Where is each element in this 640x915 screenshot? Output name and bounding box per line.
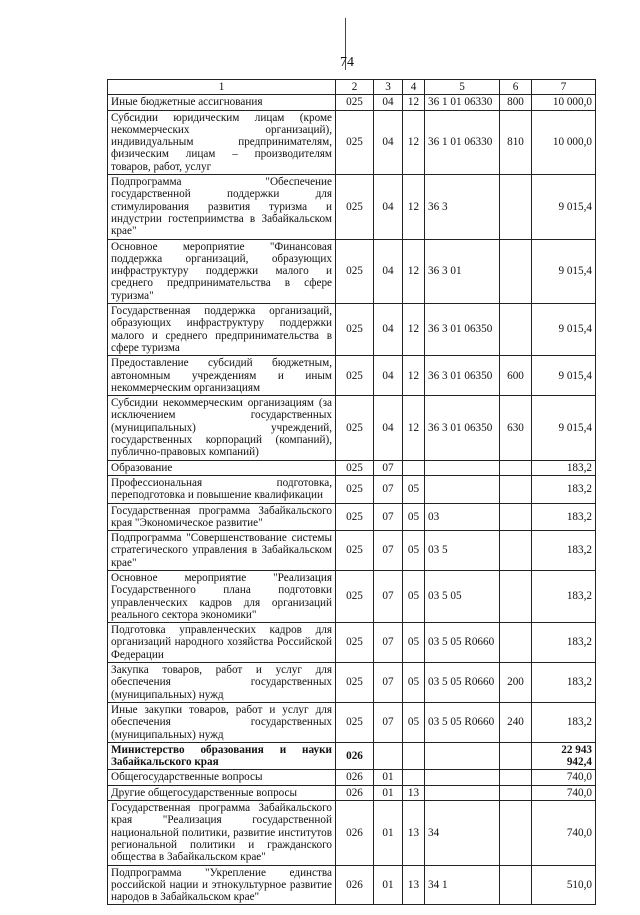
subsection-cell: 05	[403, 531, 425, 571]
section-cell: 07	[374, 460, 403, 475]
expense-type-cell	[500, 785, 532, 800]
amount-cell: 183,2	[532, 503, 596, 531]
row-name-cell: Министерство образования и науки Забайкальского края	[108, 742, 336, 770]
amount-cell: 183,2	[532, 475, 596, 503]
subsection-cell: 12	[403, 175, 425, 239]
expense-type-cell: 800	[500, 95, 532, 110]
section-cell: 07	[374, 570, 403, 622]
section-cell: 04	[374, 356, 403, 396]
target-article-cell: 03 5	[425, 531, 500, 571]
table-header-row	[108, 80, 596, 95]
section-cell: 07	[374, 702, 403, 742]
amount-cell: 183,2	[532, 460, 596, 475]
section-cell: 04	[374, 396, 403, 460]
section-cell: 01	[374, 801, 403, 865]
row-name-cell: Основное мероприятие "Реализация Государственного плана подготовки управленческих кадров для организаций реального сектора экономики"	[108, 570, 336, 622]
amount-cell: 740,0	[532, 770, 596, 785]
target-article-cell: 03 5 05 R0660	[425, 663, 500, 703]
target-article-cell: 03	[425, 503, 500, 531]
table-row	[108, 356, 596, 396]
table-row	[108, 175, 596, 239]
expense-type-cell: 600	[500, 356, 532, 396]
amount-cell: 183,2	[532, 702, 596, 742]
row-name-cell: Государственная программа Забайкальского края "Экономическое развитие"	[108, 503, 336, 531]
section-cell: 04	[374, 110, 403, 174]
subsection-cell: 13	[403, 801, 425, 865]
subsection-cell	[403, 742, 425, 770]
expense-type-cell	[500, 570, 532, 622]
table-row	[108, 663, 596, 703]
table-row	[108, 785, 596, 800]
ministry-code-cell: 026	[336, 865, 374, 905]
table-row	[108, 304, 596, 356]
section-cell: 07	[374, 475, 403, 503]
subsection-cell: 12	[403, 110, 425, 174]
expense-type-cell	[500, 801, 532, 865]
target-article-cell: 34 1	[425, 865, 500, 905]
subsection-cell: 05	[403, 702, 425, 742]
section-cell: 04	[374, 304, 403, 356]
budget-table	[107, 79, 596, 905]
ministry-code-cell: 026	[336, 785, 374, 800]
section-cell: 07	[374, 503, 403, 531]
table-row	[108, 742, 596, 770]
target-article-cell	[425, 785, 500, 800]
section-cell: 01	[374, 785, 403, 800]
section-cell	[374, 742, 403, 770]
ministry-code-cell: 026	[336, 742, 374, 770]
row-name-cell: Предоставление субсидий бюджетным, автономным учреждениям и иным некоммерческим организациям	[108, 356, 336, 396]
row-name-cell: Иные закупки товаров, работ и услуг для обеспечения государственных (муниципальных) нужд	[108, 702, 336, 742]
subsection-cell: 13	[403, 785, 425, 800]
row-name-cell: Образование	[108, 460, 336, 475]
row-name-cell: Профессиональная подготовка, переподготовка и повышение квалификации	[108, 475, 336, 503]
target-article-cell	[425, 742, 500, 770]
amount-cell: 9 015,4	[532, 304, 596, 356]
row-name-cell: Подготовка управленческих кадров для организаций народного хозяйства Российской Федерации	[108, 623, 336, 663]
target-article-cell: 36 3 01	[425, 239, 500, 303]
expense-type-cell	[500, 770, 532, 785]
table-row	[108, 801, 596, 865]
ministry-code-cell: 025	[336, 239, 374, 303]
expense-type-cell	[500, 503, 532, 531]
ministry-code-cell: 025	[336, 304, 374, 356]
ministry-code-cell: 025	[336, 175, 374, 239]
ministry-code-cell: 025	[336, 396, 374, 460]
expense-type-cell: 200	[500, 663, 532, 703]
row-name-cell: Субсидии юридическим лицам (кроме некоммерческих организаций), индивидуальным предпринимателям, физическим лицам – производителям товаров, работ, услуг	[108, 110, 336, 174]
row-name-cell: Закупка товаров, работ и услуг для обеспечения государственных (муниципальных) нужд	[108, 663, 336, 703]
amount-cell: 10 000,0	[532, 110, 596, 174]
target-article-cell: 36 1 01 06330	[425, 110, 500, 174]
table-row	[108, 503, 596, 531]
ministry-code-cell: 025	[336, 702, 374, 742]
amount-cell: 9 015,4	[532, 356, 596, 396]
table-row	[108, 239, 596, 303]
section-cell: 07	[374, 623, 403, 663]
header-cell: 2	[336, 80, 374, 95]
expense-type-cell: 810	[500, 110, 532, 174]
target-article-cell: 36 3 01 06350	[425, 396, 500, 460]
target-article-cell: 03 5 05 R0660	[425, 623, 500, 663]
target-article-cell: 36 3	[425, 175, 500, 239]
table-row	[108, 702, 596, 742]
section-cell: 04	[374, 95, 403, 110]
subsection-cell: 05	[403, 475, 425, 503]
page-number: 74	[340, 55, 354, 70]
subsection-cell: 12	[403, 239, 425, 303]
ministry-code-cell: 025	[336, 356, 374, 396]
table-row	[108, 110, 596, 174]
subsection-cell: 12	[403, 304, 425, 356]
header-cell: 6	[500, 80, 532, 95]
subsection-cell: 13	[403, 865, 425, 905]
ministry-code-cell: 025	[336, 475, 374, 503]
ministry-code-cell: 025	[336, 570, 374, 622]
target-article-cell: 36 3 01 06350	[425, 304, 500, 356]
table-row	[108, 770, 596, 785]
target-article-cell	[425, 460, 500, 475]
target-article-cell	[425, 475, 500, 503]
section-cell: 07	[374, 531, 403, 571]
subsection-cell: 05	[403, 570, 425, 622]
amount-cell: 9 015,4	[532, 239, 596, 303]
ministry-code-cell: 026	[336, 801, 374, 865]
ministry-code-cell: 025	[336, 95, 374, 110]
amount-cell: 183,2	[532, 623, 596, 663]
header-cell: 3	[374, 80, 403, 95]
expense-type-cell	[500, 623, 532, 663]
target-article-cell: 36 3 01 06350	[425, 356, 500, 396]
table-row	[108, 531, 596, 571]
subsection-cell	[403, 770, 425, 785]
amount-cell: 9 015,4	[532, 396, 596, 460]
ministry-code-cell: 025	[336, 503, 374, 531]
expense-type-cell	[500, 460, 532, 475]
row-name-cell: Основное мероприятие "Финансовая поддержка организаций, образующих инфраструктуру поддержки малого и среднего предпринимательства в сфере туризма"	[108, 239, 336, 303]
table-row	[108, 570, 596, 622]
amount-cell: 10 000,0	[532, 95, 596, 110]
target-article-cell: 36 1 01 06330	[425, 95, 500, 110]
amount-cell: 183,2	[532, 663, 596, 703]
amount-cell: 510,0	[532, 865, 596, 905]
target-article-cell: 03 5 05 R0660	[425, 702, 500, 742]
row-name-cell: Субсидии некоммерческим организациям (за исключением государственных (муниципальных) учреждений, государственных корпораций (компаний), публично-правовых компаний)	[108, 396, 336, 460]
ministry-code-cell: 025	[336, 110, 374, 174]
expense-type-cell	[500, 304, 532, 356]
amount-cell: 22 943 942,4	[532, 742, 596, 770]
section-cell: 04	[374, 239, 403, 303]
target-article-cell: 34	[425, 801, 500, 865]
row-name-cell: Подпрограмма "Обеспечение государственной поддержки для стимулирования развития туризма и индустрии гостеприимства в Забайкальском крае"	[108, 175, 336, 239]
subsection-cell: 05	[403, 663, 425, 703]
row-name-cell: Государственная поддержка организаций, образующих инфраструктуру поддержки малого и среднего предпринимательства в сфере туризма	[108, 304, 336, 356]
target-article-cell	[425, 770, 500, 785]
ministry-code-cell: 025	[336, 663, 374, 703]
row-name-cell: Подпрограмма "Совершенствование системы стратегического управления в Забайкальском крае"	[108, 531, 336, 571]
expense-type-cell: 630	[500, 396, 532, 460]
section-cell: 01	[374, 865, 403, 905]
amount-cell: 9 015,4	[532, 175, 596, 239]
expense-type-cell	[500, 742, 532, 770]
section-cell: 04	[374, 175, 403, 239]
subsection-cell: 05	[403, 623, 425, 663]
table-row	[108, 95, 596, 110]
header-cell: 7	[532, 80, 596, 95]
table-row	[108, 475, 596, 503]
expense-type-cell	[500, 239, 532, 303]
expense-type-cell	[500, 175, 532, 239]
section-cell: 07	[374, 663, 403, 703]
subsection-cell: 12	[403, 396, 425, 460]
header-cell: 5	[425, 80, 500, 95]
amount-cell: 740,0	[532, 785, 596, 800]
expense-type-cell	[500, 865, 532, 905]
row-name-cell: Подпрограмма "Укрепление единства российской нации и этнокультурное развитие народов в Забайкальском крае"	[108, 865, 336, 905]
subsection-cell: 05	[403, 503, 425, 531]
expense-type-cell	[500, 531, 532, 571]
header-cell: 1	[108, 80, 336, 95]
expense-type-cell	[500, 475, 532, 503]
row-name-cell: Другие общегосударственные вопросы	[108, 785, 336, 800]
target-article-cell: 03 5 05	[425, 570, 500, 622]
expense-type-cell: 240	[500, 702, 532, 742]
table-row	[108, 396, 596, 460]
subsection-cell: 12	[403, 95, 425, 110]
ministry-code-cell: 025	[336, 460, 374, 475]
header-cell: 4	[403, 80, 425, 95]
table-row	[108, 623, 596, 663]
row-name-cell: Общегосударственные вопросы	[108, 770, 336, 785]
row-name-cell: Государственная программа Забайкальского края "Реализация государственной национальной политики, развитие институтов региональной политики и гражданского общества в Забайкальском крае"	[108, 801, 336, 865]
amount-cell: 183,2	[532, 531, 596, 571]
row-name-cell: Иные бюджетные ассигнования	[108, 95, 336, 110]
table-row	[108, 865, 596, 905]
subsection-cell	[403, 460, 425, 475]
table-row	[108, 460, 596, 475]
section-cell: 01	[374, 770, 403, 785]
amount-cell: 740,0	[532, 801, 596, 865]
subsection-cell: 12	[403, 356, 425, 396]
ministry-code-cell: 026	[336, 770, 374, 785]
ministry-code-cell: 025	[336, 623, 374, 663]
amount-cell: 183,2	[532, 570, 596, 622]
ministry-code-cell: 025	[336, 531, 374, 571]
